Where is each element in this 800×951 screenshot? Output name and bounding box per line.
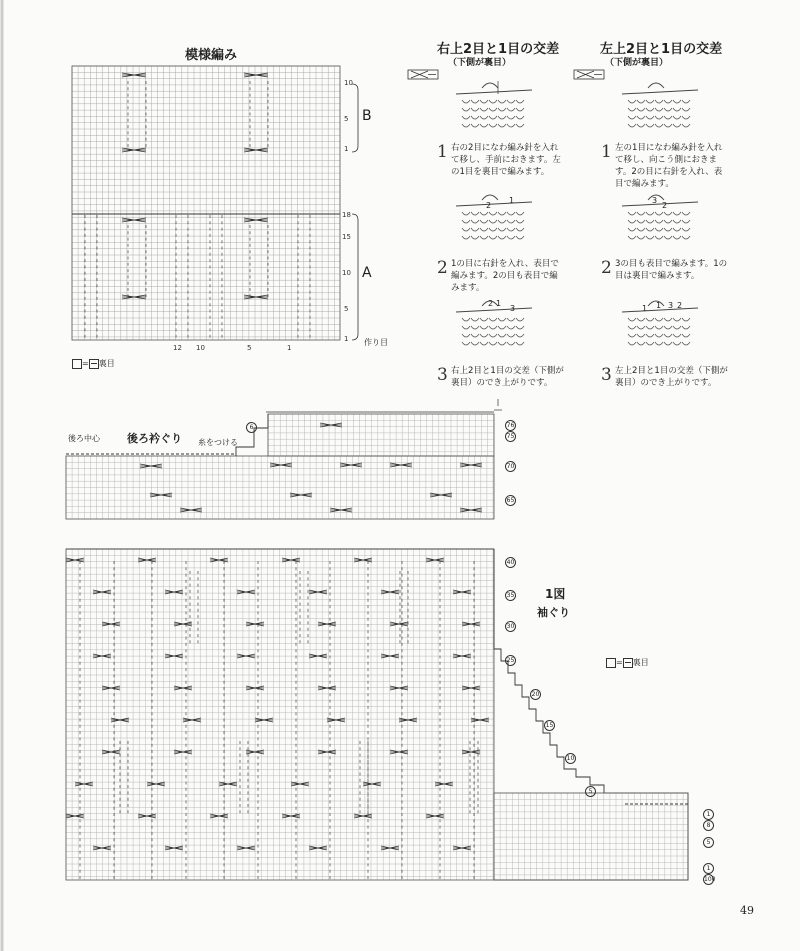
legend-text: 裏目 [98, 359, 115, 368]
cast-on-label: 作り目 [364, 338, 388, 347]
empty-square-icon [72, 359, 82, 369]
label-a: A [362, 265, 372, 281]
figure-title: 1図 [545, 587, 566, 601]
left-step-text: 左の1目になわ編み針を入れて移し、向こう側におきます。2の目に右針を入れ、表目で編みます。 [615, 143, 723, 189]
row-marker-6: 6 [246, 414, 257, 433]
right-step-number: 2 [437, 258, 448, 278]
pattern-rownum: 5 [344, 115, 349, 123]
right-step-text: 右の2目になわ編み針を入れて移し、手前におきます。左の1目を裏目で編みます。 [451, 143, 561, 177]
stitch-label: 1 [656, 301, 662, 310]
stitch-label: 1 [642, 304, 648, 313]
stitch-label: 3 [652, 196, 658, 205]
armhole-label: 袖ぐり [537, 606, 570, 619]
right-step-number: 1 [437, 142, 448, 162]
right-cross-subtitle: （下側が裏目） [448, 58, 512, 68]
row-marker: 70 [506, 463, 515, 470]
pattern-colnum: 12 [173, 344, 182, 352]
row-marker: 1 [703, 855, 714, 874]
left-step-number: 3 [601, 365, 612, 385]
pattern-title: 模様編み [185, 48, 238, 63]
stitch-label: 1 [509, 196, 515, 205]
row-marker: 5 [703, 829, 714, 848]
legend-equals: = [616, 658, 623, 667]
center-back-label: 後ろ中心 [68, 434, 100, 443]
right-step-text: 1の目に右針を入れ、表目で編みます。2の目も表目で編みます。 [451, 259, 559, 293]
label-b: B [362, 108, 372, 124]
pattern-colnum: 10 [196, 344, 205, 352]
left-step-text: 3の目も表目で編みます。1の目は裏目で編みます。 [615, 259, 728, 281]
right-step-text: 右上2目と1目の交差（下側が裏目）のでき上がりです。 [451, 366, 564, 388]
stitch-label: 3 [668, 301, 674, 310]
pattern-colnum: 5 [247, 344, 252, 352]
row-marker: 5 [585, 778, 596, 797]
left-step-number: 2 [601, 258, 612, 278]
stitch-label: 2 [486, 201, 492, 210]
left-step-number: 1 [601, 142, 612, 162]
page-number: 49 [740, 904, 754, 917]
pattern-rownum: 10 [342, 269, 351, 277]
stitch-label: 1 [496, 299, 502, 308]
pattern-rownum: 5 [344, 305, 349, 313]
row-marker: 75 [506, 433, 515, 440]
pattern-rownum: 1 [344, 335, 349, 343]
pattern-rownum: 18 [342, 211, 351, 219]
legend-equals: = [82, 359, 89, 368]
row-marker: 40 [506, 559, 515, 566]
legend-text: 裏目 [632, 658, 649, 667]
back-neck-label: 後ろ衿ぐり [127, 432, 182, 445]
lower-legend [606, 657, 649, 668]
stitch-label: 2 [488, 299, 494, 308]
row-marker: 76 [506, 422, 515, 429]
left-cross-title: 左上2目と1目の交差 [600, 42, 723, 57]
row-marker: 15 [545, 722, 554, 729]
left-step-text: 左上2目と1目の交差（下側が裏目）のでき上がりです。 [615, 366, 728, 388]
purl-square-icon [89, 359, 99, 369]
right-step-number: 3 [437, 365, 448, 385]
stitch-label: 3 [510, 304, 516, 313]
pattern-colnum: 1 [287, 344, 292, 352]
row-marker: 30 [506, 623, 515, 630]
stitch-label: 2 [677, 301, 683, 310]
right-cross-title: 右上2目と1目の交差 [437, 42, 560, 57]
left-cross-subtitle: （下側が裏目） [605, 58, 669, 68]
pattern-rownum: 15 [342, 233, 351, 241]
pattern-legend [72, 358, 115, 369]
attach-yarn-label: 糸をつける [198, 438, 238, 447]
stitch-label: 2 [662, 201, 668, 210]
row-marker: 1 [703, 801, 714, 820]
empty-square-icon [606, 658, 616, 668]
pattern-rownum: 1 [344, 145, 349, 153]
row-marker: 65 [506, 497, 515, 504]
purl-square-icon [623, 658, 633, 668]
row-marker: 35 [506, 592, 515, 599]
row-marker: 10 [566, 755, 575, 762]
row-marker: 20 [531, 691, 540, 698]
row-marker: 8 [703, 812, 714, 831]
row-marker: 100 [704, 876, 716, 883]
pattern-rownum: 10 [344, 79, 353, 87]
row-marker: 25 [506, 657, 515, 664]
